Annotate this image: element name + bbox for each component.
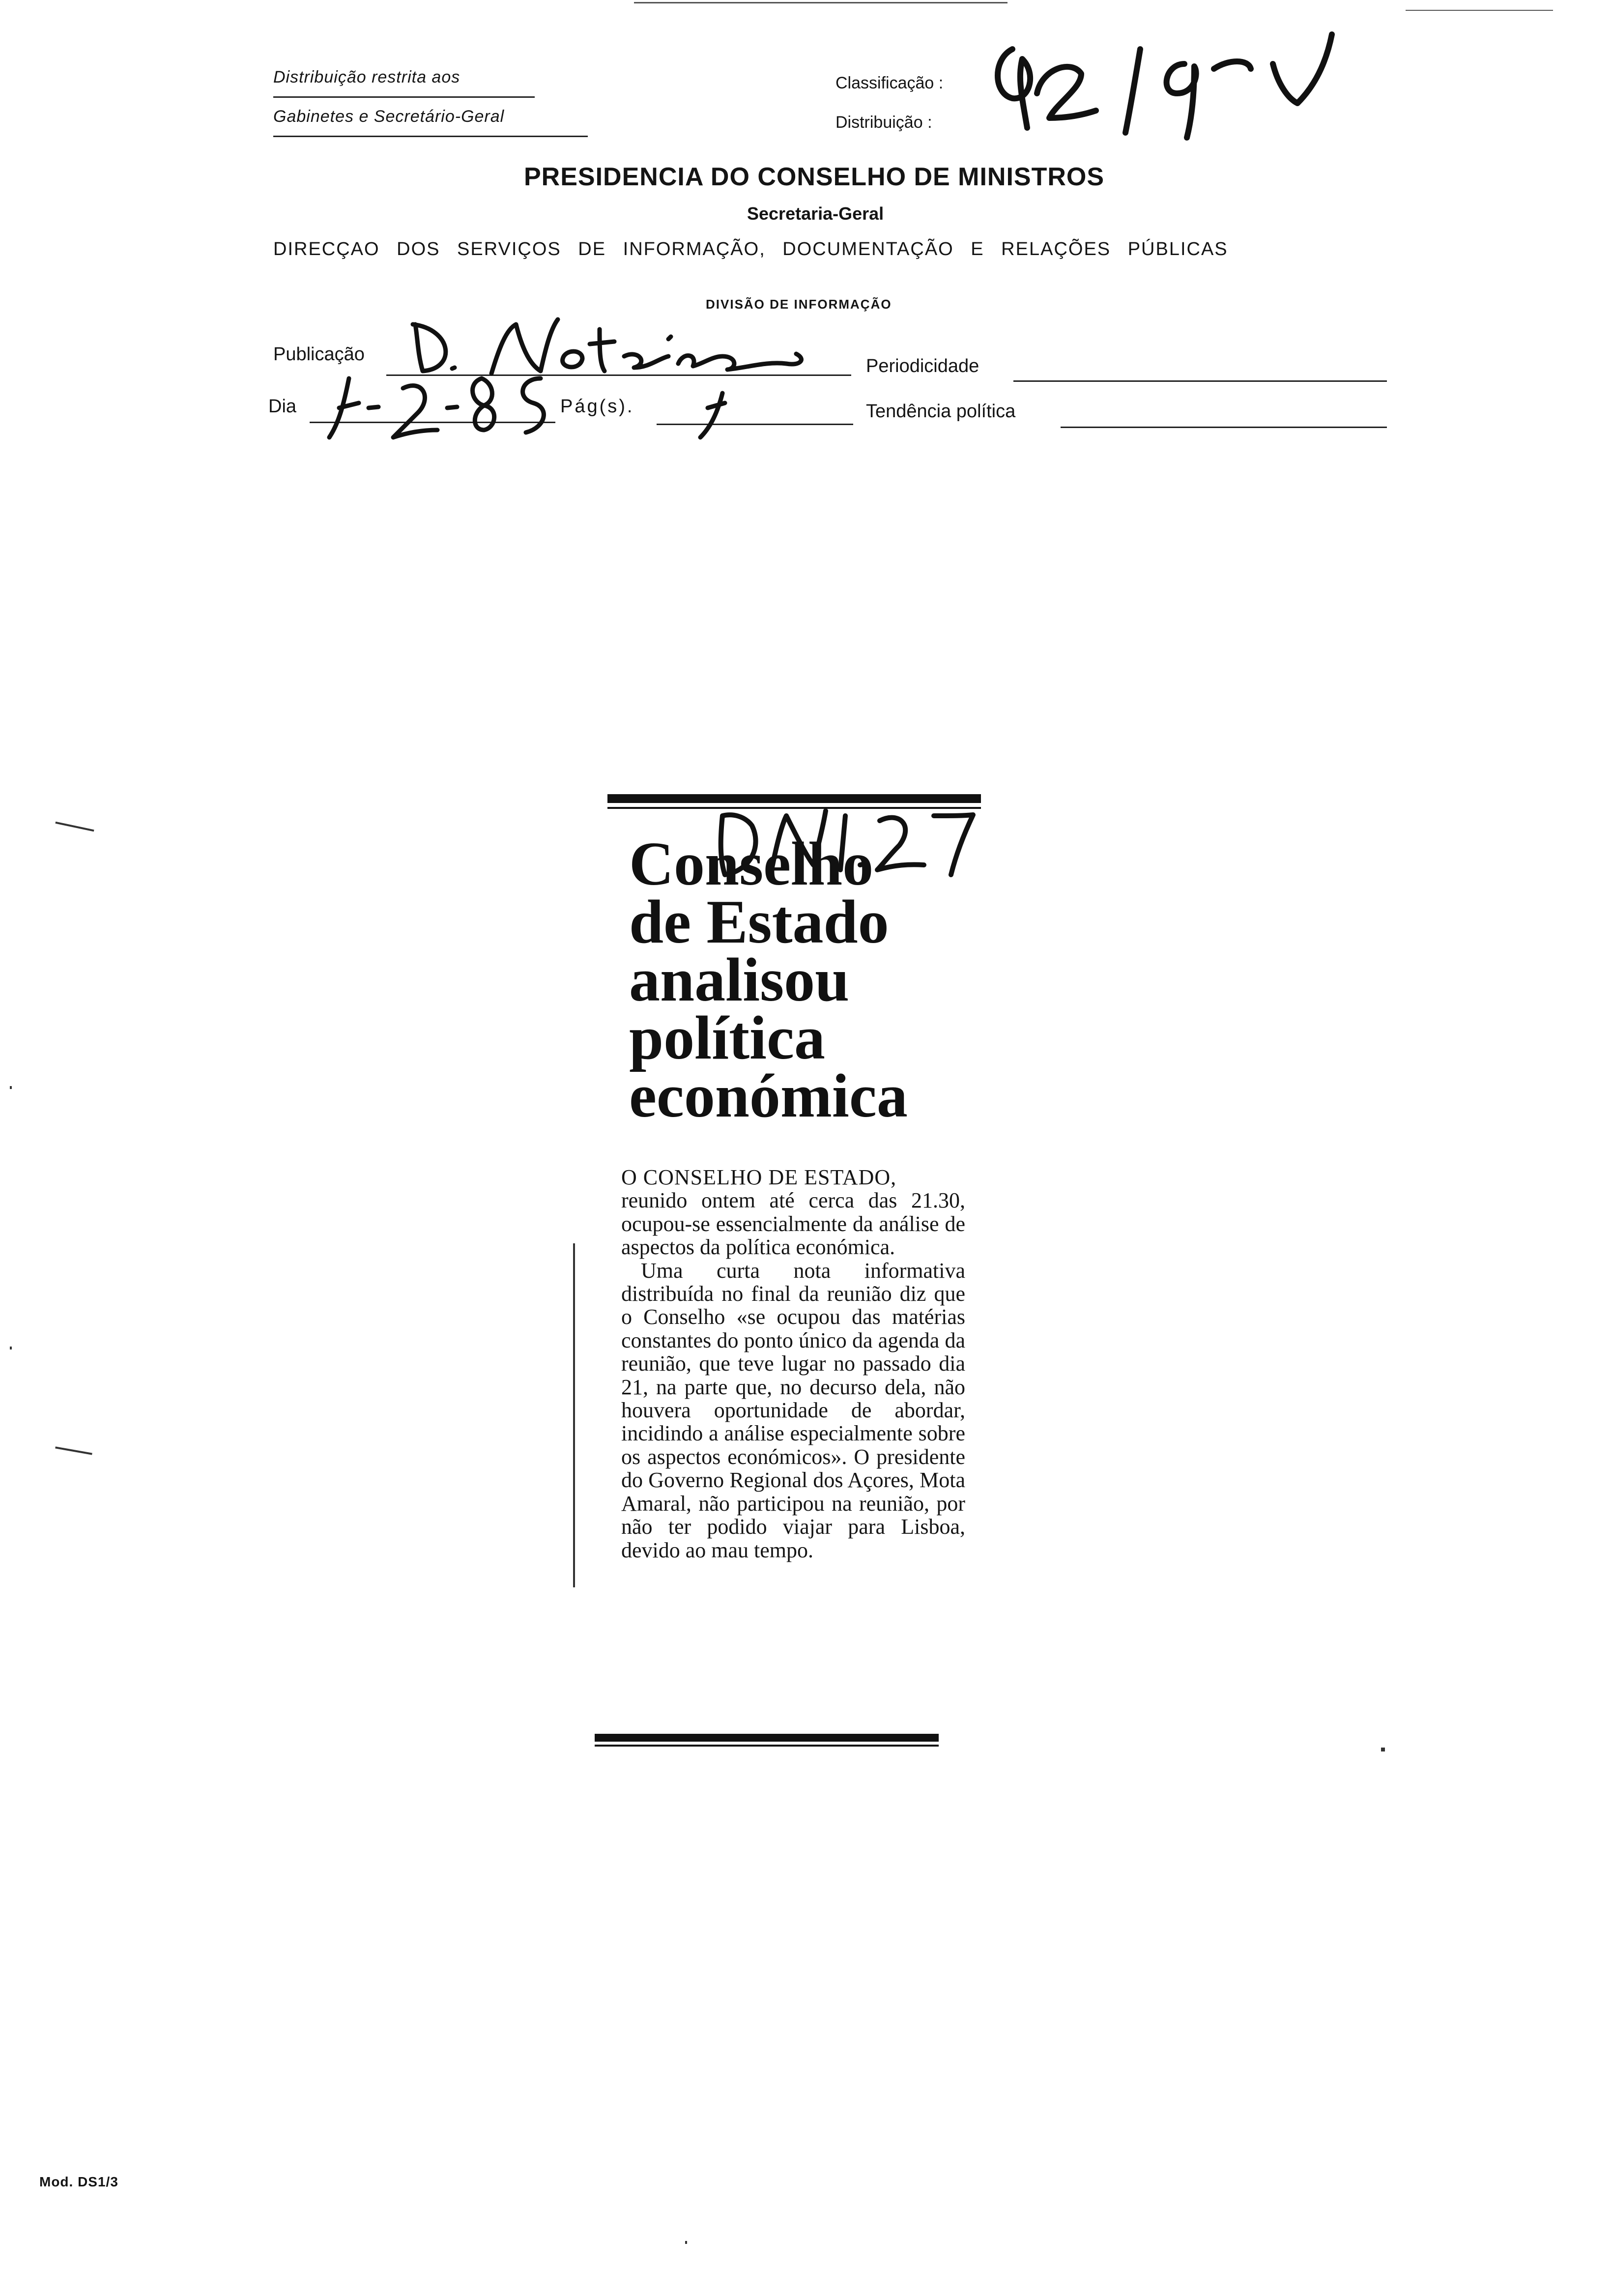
margin-dot [10,1086,12,1089]
pages-line [657,424,853,425]
clipping-bottom-rule [595,1734,939,1742]
division-name: DIVISÃO DE INFORMAÇÃO [706,297,892,312]
political-tendency-label: Tendência política [866,401,1016,422]
political-tendency-line [1061,427,1387,428]
headline-line: analisou [629,946,850,1014]
margin-mark [55,822,94,832]
article-paragraph-2: Uma curta nota informativa distribuída no final da reunião diz que o Conselho «se ocupou das matérias constantes do ponto único da agenda da reunião, que teve lugar no passado dia 21, na parte que, no decurso dela, não houvera oportunidade de abordar, incidindo a análise especialmente sobre os aspectos económicos». O presidente do Governo Regional dos Açores, Mota Amaral, não participou na reunião, por não ter podido viajar para Lisboa, devido ao mau tempo. [621,1258,965,1562]
handwritten-clipping-mark [708,796,983,894]
distribution-note-rule [273,136,588,137]
distribution-note-line1: Distribuição restrita aos [273,68,461,86]
form-code: Mod. DS1/3 [39,2174,118,2189]
handwritten-pages [688,388,737,442]
margin-dot [685,2241,687,2244]
organization-subtitle: Secretaria-Geral [747,203,884,224]
distribution-note-line2: Gabinetes e Secretário-Geral [273,107,505,126]
day-value [344,388,345,389]
margin-dot [1381,1748,1385,1751]
publication-label: Publicação [273,344,365,365]
article-lead-caps: O CONSELHO DE ESTADO, [621,1165,897,1189]
headline-line: económica [629,1062,908,1130]
headline-line: Conselho [629,830,874,898]
distribution-label: Distribuição : [835,113,932,132]
article-body [621,1166,965,1562]
scan-artifact-line [1406,10,1553,11]
organization-title: PRESIDENCIA DO CONSELHO DE MINISTROS [524,163,1105,191]
headline-line: de Estado [629,888,889,956]
day-label: Dia [268,396,297,417]
periodicity-line [1013,380,1387,382]
headline-line: política [629,1004,825,1072]
scan-artifact-line [634,2,1008,3]
distribution-note-rule [273,96,535,98]
handwritten-day [310,364,565,442]
article-margin-line [573,1243,575,1587]
article-paragraph-1: reunido ontem até cerca das 21.30, ocupou-se essencialmente da análise de aspectos da política económica. [621,1188,965,1260]
pages-label: Pág(s). [560,396,634,417]
handwritten-classification [983,20,1356,147]
periodicity-label: Periodicidade [866,356,979,376]
classification-label: Classificação : [835,74,944,92]
article-lead [621,1166,965,1259]
margin-dot [10,1347,12,1349]
clipping-bottom-rule-thin [595,1745,939,1747]
directorate-name: DIRECÇAO DOS SERVIÇOS DE INFORMAÇÃO, DOCUMENTAÇÃO E RELAÇÕES PÚBLICAS [273,239,1228,259]
margin-mark [55,1446,92,1455]
